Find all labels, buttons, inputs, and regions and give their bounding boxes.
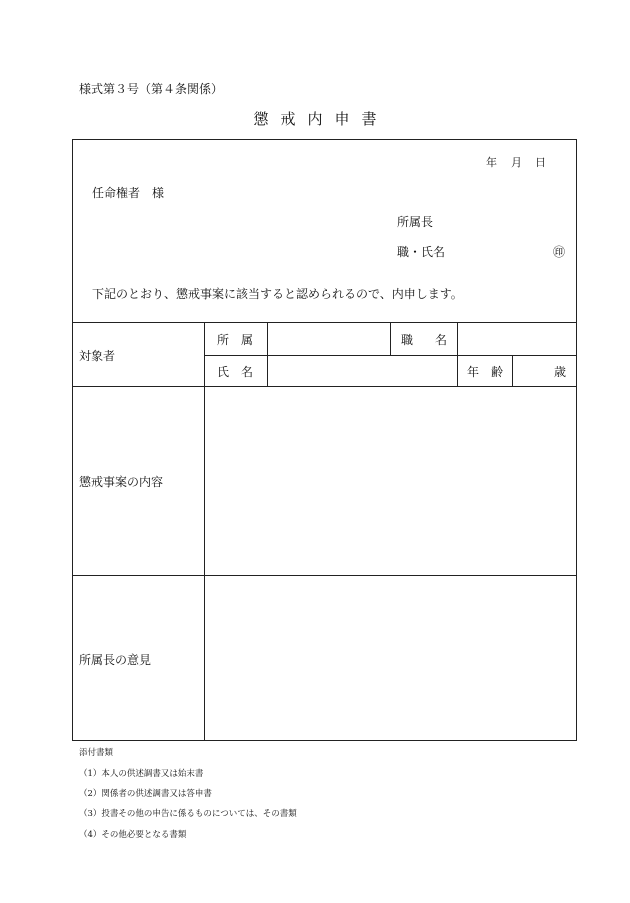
target-person-label: 対象者	[79, 349, 116, 363]
name-label: 氏名	[217, 365, 266, 379]
subheader-column-rule	[267, 322, 268, 386]
seal-mark: ㊞	[553, 245, 566, 259]
table-top-rule	[72, 322, 577, 323]
row-divider-affiliation	[204, 355, 577, 356]
row-divider-target	[72, 386, 577, 387]
job-name-label: 職・氏名	[397, 245, 446, 259]
attachment-item: （3）投書その他の申告に係るものについては、その書類	[79, 809, 297, 819]
age-label: 年齢	[467, 365, 516, 379]
age-unit: 歳	[554, 365, 567, 379]
incident-details-label: 懲戒事案の内容	[79, 475, 164, 489]
date-year: 年	[486, 156, 497, 169]
affiliation-label: 所属	[217, 333, 266, 347]
date-month: 月	[511, 156, 522, 169]
office-head-label: 所属長	[397, 215, 434, 229]
statement: 下記のとおり、懲戒事案に該当すると認められるので、内申します。	[92, 287, 463, 301]
attachments-heading: 添付書類	[79, 748, 114, 758]
job-title-label: 職名	[401, 333, 470, 347]
addressee: 任命権者 様	[92, 186, 165, 200]
document-title: 懲戒内申書	[253, 110, 389, 128]
label-column-rule	[204, 322, 205, 741]
attachment-item: （1）本人の供述調書又は始末書	[79, 769, 204, 779]
date-day: 日	[535, 156, 546, 169]
form-number: 様式第３号（第４条関係）	[79, 82, 224, 96]
attachment-item: （2）関係者の供述調書又は答申書	[79, 789, 212, 799]
attachment-item: （4）その他必要となる書類	[79, 830, 187, 840]
head-opinion-label: 所属長の意見	[79, 653, 152, 667]
job-label-left-rule	[390, 322, 391, 355]
row-divider-incident	[72, 575, 577, 576]
